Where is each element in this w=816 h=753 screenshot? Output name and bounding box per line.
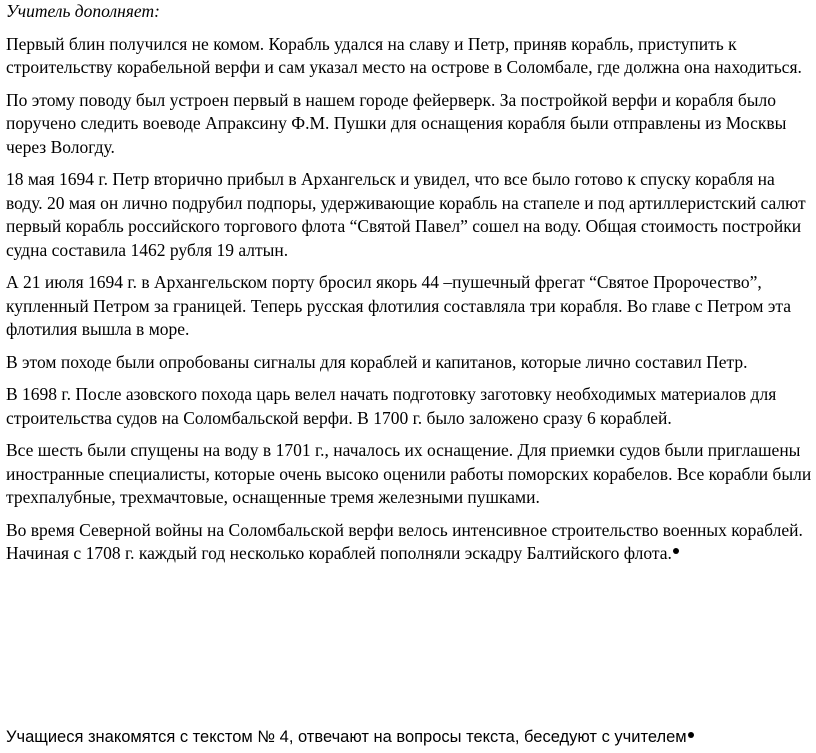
paragraph-8-text: Во время Северной войны на Соломбальской верфи велось интенсивное строительство военных кораблей. Начиная с 1708 г. каждый год несколько кораблей пополняли эскадру Балтийского флота. [6,519,803,563]
footer-instruction [6,726,814,748]
bullet-icon [688,732,694,738]
paragraph-6: В 1698 г. После азовского похода царь велел начать подготовку заготовку необходимых материалов для строительства судов на Соломбальской верфи. В 1700 г. было заложено сразу 6 кораблей. [6,384,777,428]
paragraph-3: 18 мая 1694 г. Петр вторично прибыл в Архангельск и увидел, что все было готово к спуску корабля на воду. 20 мая он лично подрубил подпоры, удерживающие корабль на стапеле и под артиллеристский салют первый корабль российского торгового флота “Святой Павел” сошел на воду. Общая стоимость постройки судна составила 1462 рубля 19 алтын. [6,169,806,260]
paragraph-1: Первый блин получился не комом. Корабль удался на славу и Петр, приняв корабль, приступить к строительству корабельной верфи и сам указал место на острове в Соломбале, где должна она находиться. [6,33,802,77]
document-body [6,0,812,575]
paragraph-8 [6,519,812,566]
paragraph-7: Все шесть были спущены на воду в 1701 г., началось их оснащение. Для приемки судов были приглашены иностранные специалисты, которые очень высоко оценили работы поморских корабелов. Все корабли были трехпалубные, трехмачтовые, оснащенные тремя железными пушками. [6,440,812,507]
paragraph-4: А 21 июля 1694 г. в Архангельском порту бросил якорь 44 –пушечный фрегат “Святое Пророчество”, купленный Петром за границей. Теперь русская флотилия составляла три корабля. Во главе с Петром эта флотилия вышла в море. [6,272,791,339]
bullet-icon [673,548,679,554]
paragraph-5: В этом походе были опробованы сигналы для кораблей и капитанов, которые лично составил Петр. [6,351,748,372]
footer-text: Учащиеся знакомятся с текстом № 4, отвечают на вопросы текста, беседуют с учителем [6,728,687,746]
paragraph-2: По этому поводу был устроен первый в нашем городе фейерверк. За постройкой верфи и корабля было поручено следить воеводе Апраксину Ф.М. Пушки для оснащения корабля были отправлены из Москвы через Вологду. [6,89,787,157]
section-heading: Учитель дополняет: [6,1,160,21]
